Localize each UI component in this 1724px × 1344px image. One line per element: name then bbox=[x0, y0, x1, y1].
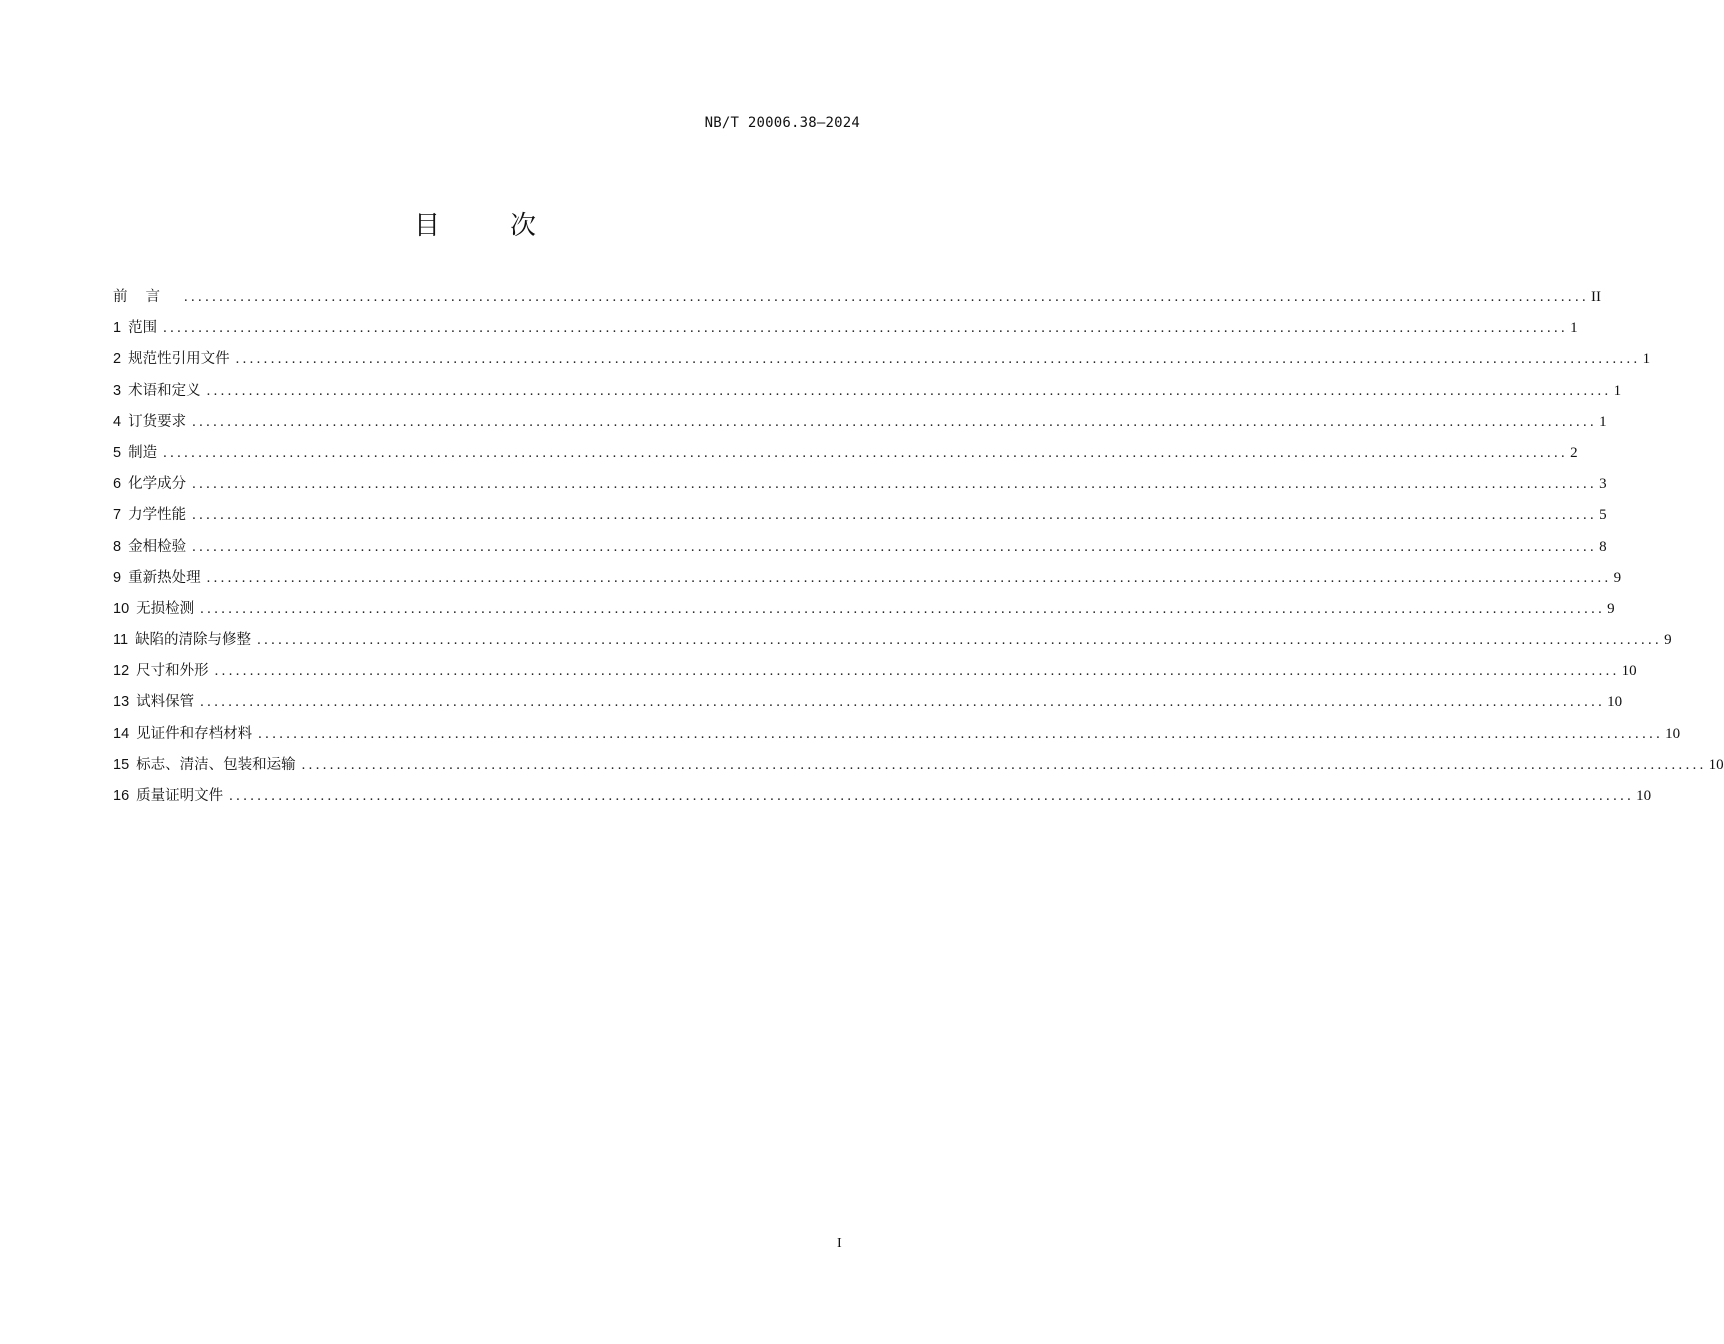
toc-entry-page: 1 bbox=[1613, 382, 1622, 399]
toc-entry-number: 8 bbox=[113, 538, 122, 555]
toc-entry[interactable] bbox=[113, 722, 1681, 753]
toc-entry[interactable] bbox=[113, 472, 1607, 503]
toc-leader-dots: ........................................................................................................................................................................................................ bbox=[200, 694, 1606, 711]
toc-entry[interactable] bbox=[113, 410, 1607, 441]
toc-leader-dots: ........................................................................................................................................................................................................ bbox=[229, 788, 1635, 804]
toc-entry-label: 订货要求 bbox=[128, 413, 187, 430]
toc-entry-number: 2 bbox=[113, 351, 122, 368]
toc-entry-number: 7 bbox=[113, 507, 122, 524]
toc-entry[interactable] bbox=[113, 379, 1622, 410]
toc-leader-dots: ........................................................................................................................................................................................................ bbox=[258, 725, 1664, 742]
toc-entry-page: 1 bbox=[1599, 413, 1607, 430]
toc-entry-page: 10 bbox=[1636, 788, 1652, 804]
toc-entry-page: 2 bbox=[1570, 444, 1578, 461]
toc-leader-dots: ........................................................................................................................................................................................................ bbox=[214, 663, 1620, 680]
toc-entry-label: 试料保管 bbox=[136, 694, 195, 711]
toc-entry-label: 力学性能 bbox=[128, 507, 187, 524]
toc-entry-label: 无损检测 bbox=[136, 600, 195, 617]
toc-leader-dots: ........................................................................................................................................................................................................ bbox=[301, 756, 1707, 773]
toc-leader-dots: ........................................................................................................................................................................................................ bbox=[184, 289, 1589, 305]
toc-entry-number: 13 bbox=[113, 694, 130, 711]
toc-entry-number: 16 bbox=[113, 788, 130, 804]
toc-entry[interactable] bbox=[113, 659, 1637, 690]
toc-entry-label: 尺寸和外形 bbox=[136, 663, 209, 680]
toc-entry-label: 前言 bbox=[113, 289, 178, 305]
toc-entry-number: 15 bbox=[113, 756, 130, 773]
toc-entry-label: 重新热处理 bbox=[128, 569, 201, 586]
toc-leader-dots: ........................................................................................................................................................................................................ bbox=[206, 382, 1612, 399]
table-of-contents bbox=[113, 285, 1724, 815]
toc-entry-foreword[interactable] bbox=[113, 285, 1601, 316]
toc-entry-label: 质量证明文件 bbox=[136, 788, 224, 804]
toc-entry-number: 14 bbox=[113, 725, 130, 742]
toc-entry-number: 9 bbox=[113, 569, 122, 586]
toc-entry[interactable] bbox=[113, 316, 1578, 347]
toc-leader-dots: ........................................................................................................................................................................................................ bbox=[206, 569, 1612, 586]
toc-entry-number: 4 bbox=[113, 413, 122, 430]
toc-entry-page: 10 bbox=[1621, 663, 1637, 680]
toc-entry-label: 见证件和存档材料 bbox=[136, 725, 253, 742]
toc-entry-page: 3 bbox=[1599, 476, 1607, 493]
toc-entry-page: 10 bbox=[1607, 694, 1623, 711]
toc-entry-label: 金相检验 bbox=[128, 538, 187, 555]
toc-entry[interactable] bbox=[113, 690, 1623, 721]
toc-entry-label: 范围 bbox=[128, 320, 158, 337]
toc-leader-dots: ........................................................................................................................................................................................................ bbox=[192, 476, 1598, 493]
toc-entry-number: 3 bbox=[113, 382, 122, 399]
toc-entry[interactable] bbox=[113, 784, 1652, 815]
toc-entry-page: 9 bbox=[1664, 632, 1672, 649]
toc-entry[interactable] bbox=[113, 628, 1672, 659]
toc-leader-dots: ........................................................................................................................................................................................................ bbox=[163, 320, 1569, 337]
toc-leader-dots: ........................................................................................................................................................................................................ bbox=[163, 444, 1569, 461]
toc-entry-label: 制造 bbox=[128, 444, 158, 461]
page-number: I bbox=[837, 1236, 842, 1251]
toc-entry[interactable] bbox=[113, 753, 1724, 784]
toc-leader-dots: ........................................................................................................................................................................................................ bbox=[192, 538, 1598, 555]
toc-entry[interactable] bbox=[113, 566, 1622, 597]
toc-entry-number: 1 bbox=[113, 320, 122, 337]
standard-code: NB/T 20006.38—2024 bbox=[704, 115, 860, 131]
toc-entry-number: 11 bbox=[113, 632, 129, 649]
toc-entry-label: 标志、清洁、包装和运输 bbox=[136, 756, 296, 773]
toc-entry-page: 5 bbox=[1599, 507, 1607, 524]
toc-entry[interactable] bbox=[113, 597, 1615, 628]
toc-entry[interactable] bbox=[113, 535, 1607, 566]
toc-entry-page: II bbox=[1591, 289, 1601, 305]
page-title: 目 次 bbox=[413, 211, 558, 241]
toc-entry-number: 12 bbox=[113, 663, 130, 680]
toc-entry-number: 6 bbox=[113, 476, 122, 493]
toc-entry-label: 术语和定义 bbox=[128, 382, 201, 399]
toc-entry[interactable] bbox=[113, 441, 1578, 472]
toc-entry-label: 规范性引用文件 bbox=[128, 351, 230, 368]
toc-entry-page: 9 bbox=[1613, 569, 1622, 586]
toc-leader-dots: ........................................................................................................................................................................................................ bbox=[200, 600, 1606, 617]
toc-leader-dots: ........................................................................................................................................................................................................ bbox=[192, 507, 1598, 524]
toc-entry-page: 1 bbox=[1642, 351, 1651, 368]
toc-leader-dots: ........................................................................................................................................................................................................ bbox=[257, 632, 1663, 649]
toc-entry[interactable] bbox=[113, 503, 1607, 534]
toc-entry-page: 10 bbox=[1708, 756, 1724, 773]
toc-entry-page: 1 bbox=[1570, 320, 1578, 337]
toc-leader-dots: ........................................................................................................................................................................................................ bbox=[192, 413, 1598, 430]
toc-entry-page: 9 bbox=[1607, 600, 1615, 617]
toc-entry-label: 化学成分 bbox=[128, 476, 187, 493]
toc-entry-number: 10 bbox=[113, 600, 130, 617]
toc-entry-label: 缺陷的清除与修整 bbox=[135, 632, 252, 649]
toc-entry[interactable] bbox=[113, 347, 1651, 378]
toc-entry-number: 5 bbox=[113, 444, 122, 461]
toc-entry-page: 8 bbox=[1599, 538, 1607, 555]
toc-entry-page: 10 bbox=[1665, 725, 1681, 742]
toc-leader-dots: ........................................................................................................................................................................................................ bbox=[235, 351, 1641, 368]
